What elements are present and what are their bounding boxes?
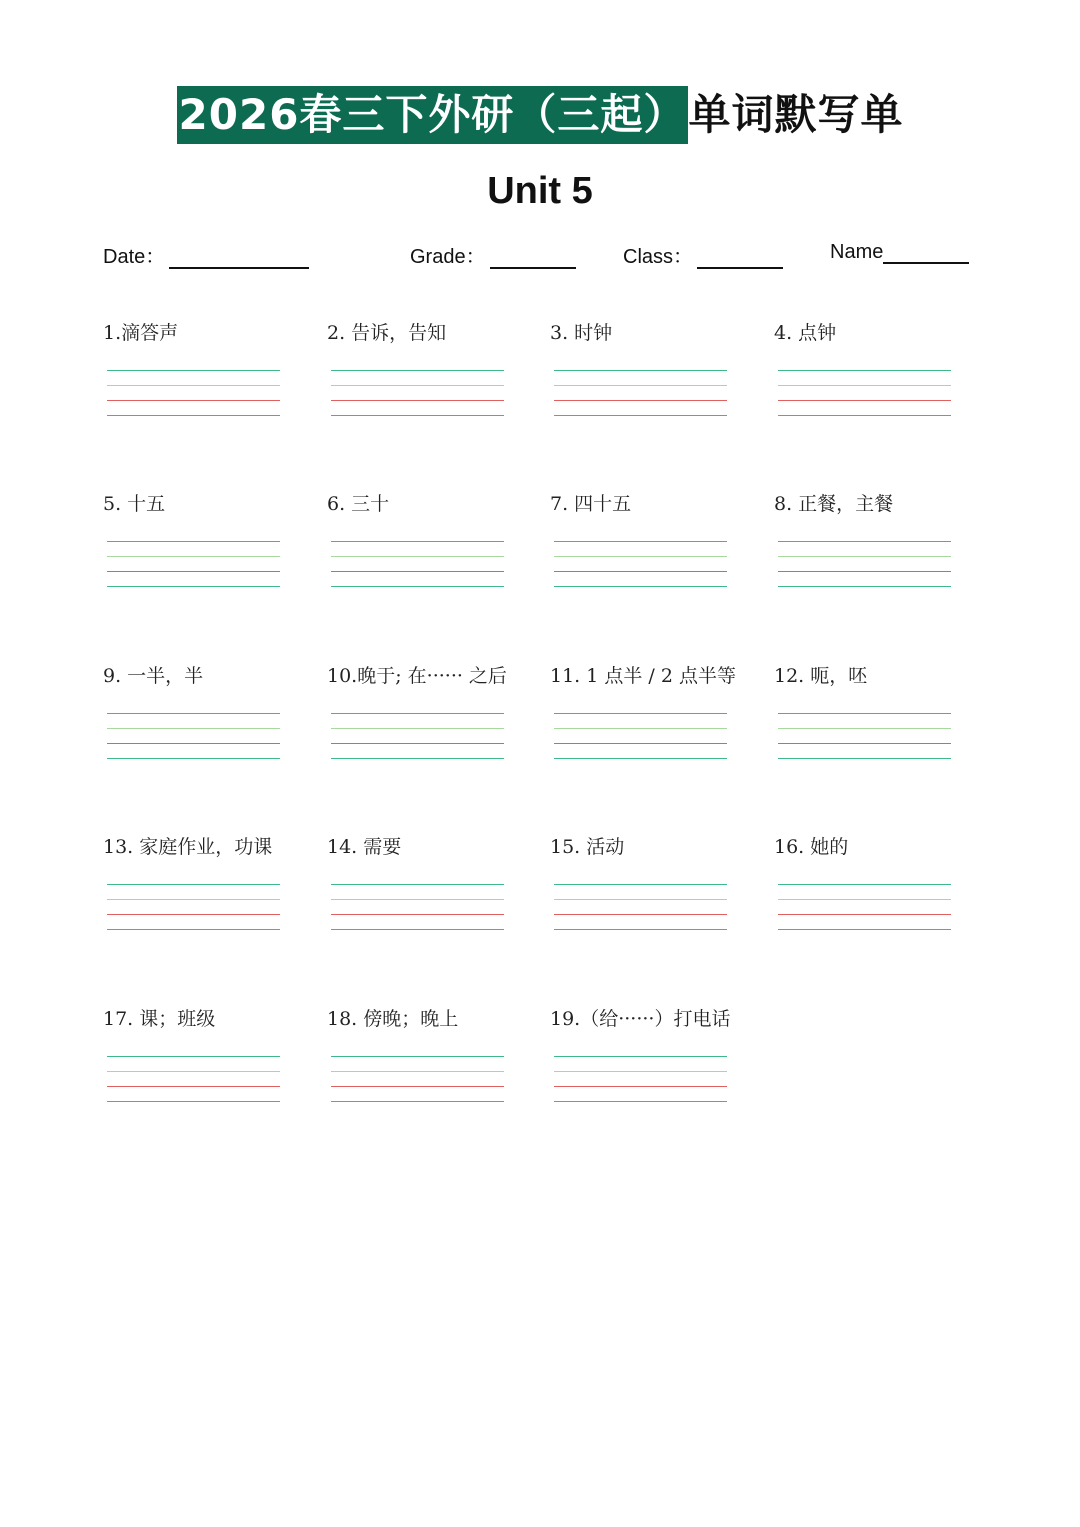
grade-label: Grade： (410, 246, 486, 268)
word-item (774, 661, 1004, 763)
green-guide-line (331, 1071, 504, 1072)
grade-blank[interactable] (490, 245, 576, 269)
word-prompt: 8. 正餐，主餐 (774, 493, 894, 515)
word-item (103, 661, 333, 763)
green-guide-line (554, 541, 727, 542)
red-guide-line (554, 914, 727, 915)
word-item (327, 661, 557, 763)
red-guide-line (107, 1086, 280, 1087)
word-item (103, 832, 333, 934)
green-guide-line (778, 899, 951, 900)
writing-lines[interactable] (107, 1056, 280, 1106)
word-prompt: 17. 课；班级 (103, 1008, 216, 1030)
title-rest: 单词默写单 (688, 90, 904, 139)
green-guide-line (331, 556, 504, 557)
red-guide-line (331, 1086, 504, 1087)
name-label: Name (830, 241, 884, 263)
green-guide-line (107, 713, 280, 714)
green-guide-line (331, 370, 504, 371)
green-guide-line (331, 728, 504, 729)
green-guide-line (554, 899, 727, 900)
green-guide-line (331, 586, 504, 587)
worksheet-title (0, 86, 1080, 144)
writing-lines[interactable] (331, 1056, 504, 1106)
word-item (103, 318, 333, 420)
red-guide-line (554, 400, 727, 401)
red-guide-line (331, 571, 504, 572)
word-item (550, 318, 780, 420)
word-item (550, 489, 780, 591)
unit-heading: Unit 5 (487, 170, 593, 212)
red-guide-line (778, 400, 951, 401)
name-field[interactable] (830, 240, 969, 264)
red-guide-line (554, 571, 727, 572)
word-prompt: 11. 1 点半 / 2 点半等 (550, 665, 736, 687)
green-guide-line (331, 541, 504, 542)
word-prompt: 3. 时钟 (550, 322, 613, 344)
green-guide-line (107, 1056, 280, 1057)
writing-lines[interactable] (554, 884, 727, 934)
word-item (774, 832, 1004, 934)
word-prompt: 13. 家庭作业，功课 (103, 836, 273, 858)
word-prompt: 7. 四十五 (550, 493, 632, 515)
name-blank[interactable] (883, 240, 969, 264)
green-guide-line (107, 586, 280, 587)
class-label: Class： (623, 246, 694, 268)
writing-lines[interactable] (107, 370, 280, 420)
word-item (774, 318, 1004, 420)
green-guide-line (107, 728, 280, 729)
green-guide-line (554, 758, 727, 759)
red-guide-line (107, 914, 280, 915)
green-guide-line (778, 728, 951, 729)
red-guide-line (331, 914, 504, 915)
word-item (103, 489, 333, 591)
green-guide-line (554, 884, 727, 885)
date-blank[interactable] (169, 245, 309, 269)
writing-lines[interactable] (554, 541, 727, 591)
writing-lines[interactable] (331, 541, 504, 591)
word-prompt: 1.滴答声 (103, 322, 179, 344)
red-guide-line (778, 743, 951, 744)
red-guide-line (107, 743, 280, 744)
green-guide-line (778, 586, 951, 587)
writing-lines[interactable] (107, 541, 280, 591)
writing-lines[interactable] (554, 370, 727, 420)
green-guide-line (107, 929, 280, 930)
writing-lines[interactable] (554, 713, 727, 763)
green-guide-line (331, 1056, 504, 1057)
writing-lines[interactable] (778, 370, 951, 420)
red-guide-line (331, 400, 504, 401)
class-field[interactable] (623, 240, 783, 269)
green-guide-line (107, 884, 280, 885)
red-guide-line (554, 1086, 727, 1087)
green-guide-line (554, 728, 727, 729)
green-guide-line (331, 899, 504, 900)
green-guide-line (331, 385, 504, 386)
word-prompt: 19.（给······）打电话 (550, 1008, 731, 1030)
green-guide-line (554, 415, 727, 416)
writing-lines[interactable] (331, 370, 504, 420)
word-prompt: 4. 点钟 (774, 322, 837, 344)
word-item (774, 489, 1004, 591)
word-prompt: 10.晚于; 在······ 之后 (327, 665, 507, 687)
green-guide-line (778, 713, 951, 714)
red-guide-line (554, 743, 727, 744)
word-item (550, 832, 780, 934)
word-prompt: 2. 告诉，告知 (327, 322, 447, 344)
red-guide-line (107, 571, 280, 572)
red-guide-line (778, 571, 951, 572)
word-prompt: 15. 活动 (550, 836, 625, 858)
green-guide-line (331, 713, 504, 714)
green-guide-line (331, 1101, 504, 1102)
green-guide-line (107, 556, 280, 557)
green-guide-line (778, 370, 951, 371)
green-guide-line (331, 884, 504, 885)
green-guide-line (107, 1071, 280, 1072)
green-guide-line (107, 415, 280, 416)
word-prompt: 16. 她的 (774, 836, 849, 858)
green-guide-line (778, 929, 951, 930)
green-guide-line (554, 586, 727, 587)
green-guide-line (554, 929, 727, 930)
student-info-row (103, 240, 983, 272)
writing-lines[interactable] (107, 713, 280, 763)
green-guide-line (778, 556, 951, 557)
green-guide-line (107, 541, 280, 542)
green-guide-line (331, 758, 504, 759)
writing-lines[interactable] (107, 884, 280, 934)
green-guide-line (554, 1101, 727, 1102)
word-item (327, 832, 557, 934)
green-guide-line (554, 385, 727, 386)
word-item (327, 1004, 557, 1106)
grade-field[interactable] (410, 240, 576, 269)
green-guide-line (107, 385, 280, 386)
word-prompt: 9. 一半，半 (103, 665, 204, 687)
green-guide-line (331, 929, 504, 930)
word-prompt: 5. 十五 (103, 493, 166, 515)
green-guide-line (778, 541, 951, 542)
green-guide-line (107, 899, 280, 900)
word-item (103, 1004, 333, 1106)
green-guide-line (554, 556, 727, 557)
green-guide-line (778, 884, 951, 885)
green-guide-line (554, 1056, 727, 1057)
word-prompt: 6. 三十 (327, 493, 390, 515)
writing-lines[interactable] (331, 884, 504, 934)
red-guide-line (778, 914, 951, 915)
green-guide-line (554, 1071, 727, 1072)
writing-lines[interactable] (554, 1056, 727, 1106)
green-guide-line (107, 1101, 280, 1102)
class-blank[interactable] (697, 245, 783, 269)
writing-lines[interactable] (778, 713, 951, 763)
writing-lines[interactable] (778, 541, 951, 591)
date-label: Date： (103, 246, 166, 268)
red-guide-line (331, 743, 504, 744)
green-guide-line (778, 415, 951, 416)
writing-lines[interactable] (778, 884, 951, 934)
word-prompt: 14. 需要 (327, 836, 402, 858)
green-guide-line (778, 758, 951, 759)
green-guide-line (554, 370, 727, 371)
green-guide-line (331, 415, 504, 416)
word-item (327, 489, 557, 591)
green-guide-line (107, 370, 280, 371)
word-item (550, 1004, 780, 1106)
date-field[interactable] (103, 240, 309, 269)
writing-lines[interactable] (331, 713, 504, 763)
word-prompt: 12. 呃，呸 (774, 665, 868, 687)
title-highlighted: 2026春三下外研（三起） (177, 86, 689, 144)
word-item (550, 661, 780, 763)
word-item (327, 318, 557, 420)
green-guide-line (107, 758, 280, 759)
green-guide-line (554, 713, 727, 714)
green-guide-line (778, 385, 951, 386)
red-guide-line (107, 400, 280, 401)
word-prompt: 18. 傍晚；晚上 (327, 1008, 459, 1030)
